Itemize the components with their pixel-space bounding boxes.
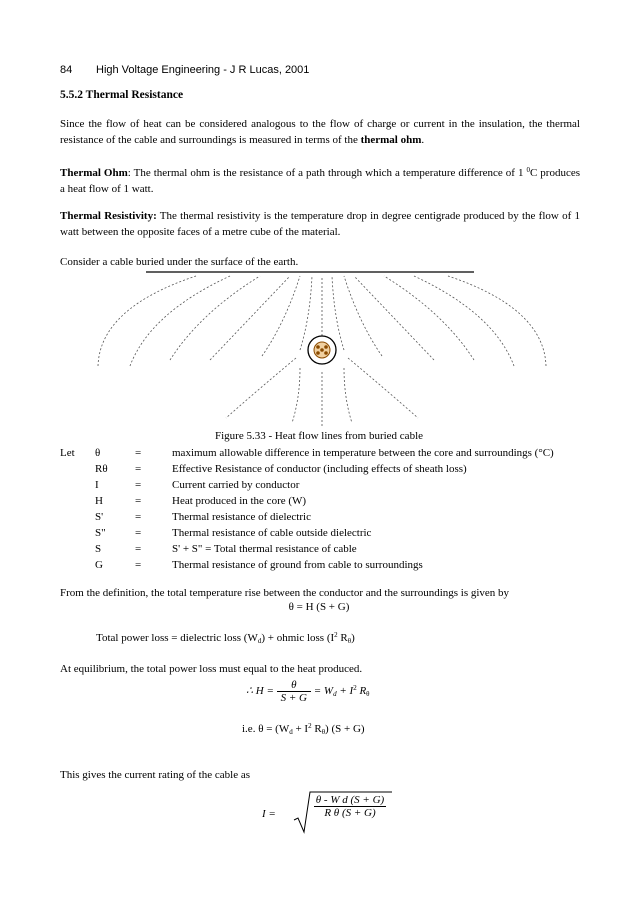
definition-row: I = Current carried by conductor — [95, 479, 300, 491]
paragraph-intro: Since the flow of heat can be considered analogous to the flow of charge or current in the insulation, the thermal resistance of the cable and surroundings is measured in terms of the thermal ohm. — [60, 118, 580, 146]
equation-heat-balance: ∴ H = $\frac{\theta}{S + G}$ = $W_d + I^2$ $R_\theta$ — [246, 679, 370, 704]
total-power-loss: Total power loss = dielectric loss $(W_d)$ + ohmic loss ($I^2$ $R_\theta$) — [96, 631, 355, 645]
definition-row: S" = Thermal resistance of cable outside dielectric — [95, 527, 372, 539]
definition-row: G = Thermal resistance of ground from cable to surroundings — [95, 559, 423, 571]
definition-row: Rθ = Effective Resistance of conductor (including effects of sheath loss) — [95, 463, 467, 475]
running-title: High Voltage Engineering - J R Lucas, 2001 — [96, 64, 310, 76]
page-number: 84 — [60, 64, 73, 76]
term-thermal-ohm: thermal ohm — [360, 134, 422, 146]
definition-row: H = Heat produced in the core (W) — [95, 495, 307, 507]
term-label: Thermal Resistivity: — [60, 210, 157, 222]
paragraph-thermal-resistivity: Thermal Resistivity: The thermal resistivity is the temperature drop in degree centigrade produced by the flow of 1 watt between the opposite faces of a metre cube of the material. — [60, 210, 581, 238]
definition-row: S = S' + S" = Total thermal resistance of cable — [95, 543, 357, 555]
equation-temperature-rise: θ = H (S + G) — [288, 601, 350, 613]
term-label: Thermal Ohm — [60, 167, 128, 179]
section-heading: 5.5.2 Thermal Resistance — [60, 89, 184, 101]
figure-caption: Figure 5.33 - Heat flow lines from buried cable — [214, 430, 424, 442]
paragraph-current-rating: This gives the current rating of the cable as — [60, 769, 250, 781]
paragraph-equilibrium: At equilibrium, the total power loss must equal to the heat produced. — [60, 663, 363, 675]
heat-flow-lines-lower — [226, 358, 418, 426]
definition-row: S' = Thermal resistance of dielectric — [95, 511, 311, 523]
definition-row: Let θ = maximum allowable difference in temperature between the core and surroundings (°C) — [60, 447, 554, 459]
paragraph-consider: Consider a cable buried under the surface of the earth. — [60, 256, 299, 268]
heat-flow-figure — [0, 268, 638, 428]
paragraph-definition: From the definition, the total temperature rise between the conductor and the surroundings is given by — [60, 587, 510, 599]
equation-temperature: i.e. $\theta = (W_d + I^2$ $R_\theta$) (S + G) — [242, 722, 365, 736]
paragraph-thermal-ohm: Thermal Ohm: The thermal ohm is the resistance of a path through which a temperature difference of 1 $^0$C produces a heat flow of 1 watt. — [60, 166, 580, 195]
let-label: Let — [60, 447, 75, 459]
